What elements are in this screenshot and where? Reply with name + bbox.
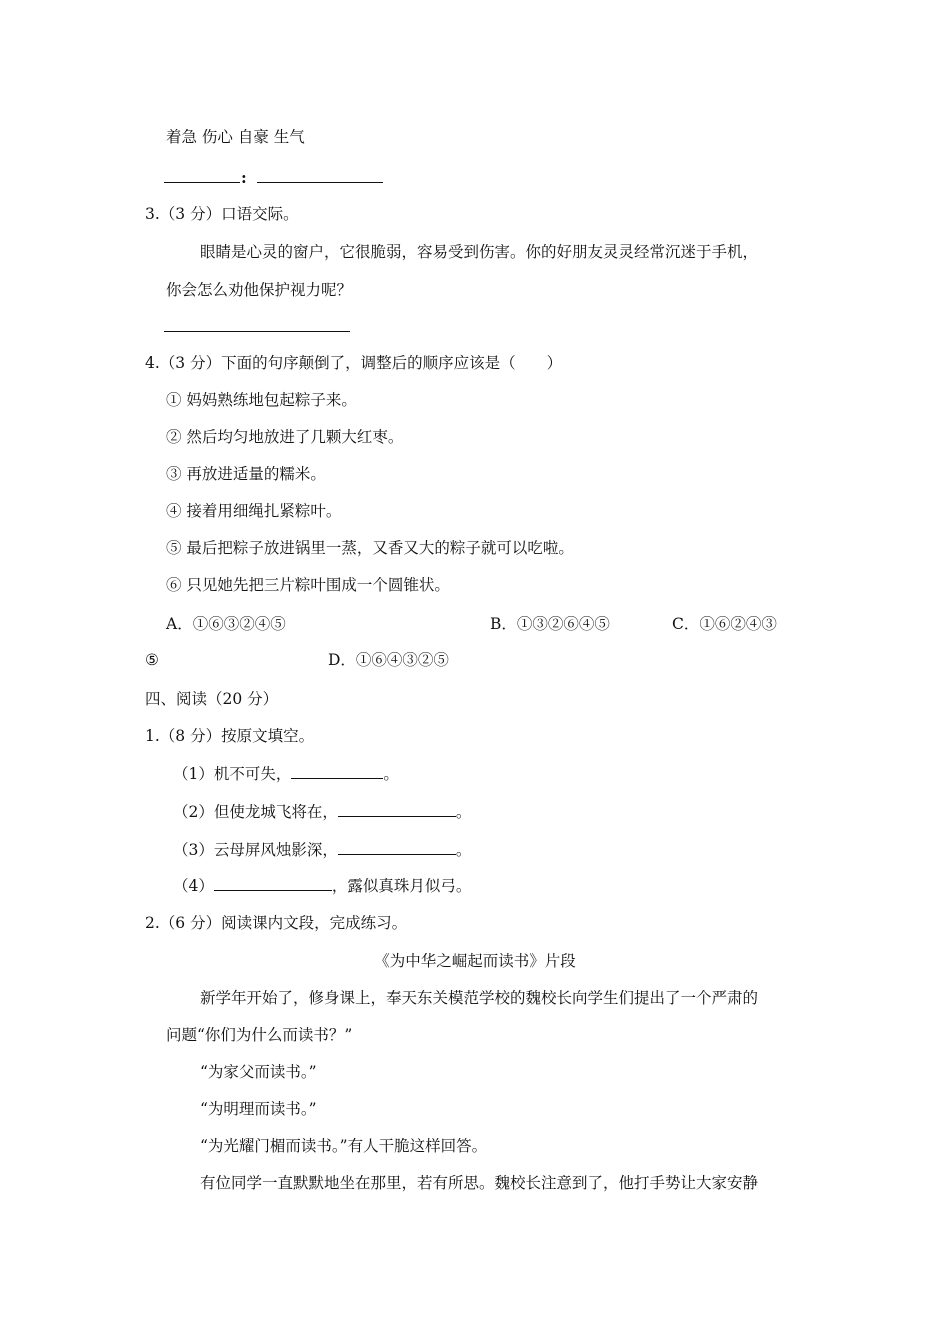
q4-sentence-3: ③ 再放进适量的糯米。	[166, 465, 326, 483]
q4-sentence-5: ⑤ 最后把粽子放进锅里一蒸，又香又大的粽子就可以吃啦。	[166, 539, 574, 557]
emotion-word-list: 着急 伤心 自豪 生气	[166, 128, 305, 146]
r1-item-3-blank[interactable]	[338, 840, 456, 855]
r1-item-4-prefix: （4）	[173, 877, 214, 895]
q4-option-b[interactable]: B．①③②⑥④⑤	[490, 615, 610, 633]
q4-sentence-4: ④ 接着用细绳扎紧粽叶。	[166, 502, 342, 520]
r1-item-3	[173, 840, 471, 860]
passage-para-1-line-2: 问题“你们为什么而读书？”	[166, 1026, 353, 1044]
passage-para-5: 有位同学一直默默地坐在那里，若有所思。魏校长注意到了，他打手势让大家安静	[200, 1174, 759, 1192]
r1-item-2	[173, 802, 471, 822]
r1-item-4-blank[interactable]	[214, 876, 332, 891]
r1-item-1-blank[interactable]	[291, 764, 383, 779]
q4-sentence-2: ② 然后均匀地放进了几颗大红枣。	[166, 428, 404, 446]
passage-para-1-line-1: 新学年开始了，修身课上，奉天东关模范学校的魏校长向学生们提出了一个严肃的	[200, 989, 759, 1007]
q3-title: 3.（3 分）口语交际。	[145, 205, 299, 223]
r1-item-1-prefix: （1）机不可失，	[173, 765, 292, 783]
q4-option-d[interactable]: D．①⑥④③②⑤	[328, 651, 449, 669]
q3-answer-line[interactable]	[164, 331, 350, 332]
q3-prompt-line-2: 你会怎么劝他保护视力呢？	[166, 281, 353, 299]
q4-option-c[interactable]: C．①⑥②④③	[672, 615, 777, 633]
r2-title: 2.（6 分）阅读课内文段，完成练习。	[145, 914, 408, 932]
q4-title: 4.（3 分）下面的句序颠倒了，调整后的顺序应该是（ ）	[145, 354, 563, 372]
passage-para-2: “为家父而读书。”	[200, 1063, 317, 1081]
q4-option-a[interactable]: A．①⑥③②④⑤	[166, 615, 286, 633]
r1-item-2-blank[interactable]	[338, 802, 456, 817]
passage-para-4: “为光耀门楣而读书。”有人干脆这样回答。	[200, 1137, 488, 1155]
passage-title: 《为中华之崛起而读书》片段	[374, 952, 576, 970]
answer-blank-1[interactable]	[164, 182, 240, 183]
r1-title: 1.（8 分）按原文填空。	[145, 727, 315, 745]
q4-sentence-6: ⑥ 只见她先把三片粽叶围成一个圆锥状。	[166, 576, 450, 594]
answer-colon: :	[241, 168, 247, 187]
q4-option-c-continued: ⑤	[145, 651, 159, 669]
r1-item-3-suffix: 。	[455, 841, 472, 859]
section-4-heading: 四、阅读（20 分）	[145, 690, 279, 708]
passage-para-3: “为明理而读书。”	[200, 1100, 317, 1118]
r1-item-1-suffix: 。	[383, 765, 399, 783]
r1-item-4-suffix: ，露似真珠月似弓。	[331, 877, 472, 895]
r1-item-2-suffix: 。	[455, 803, 472, 821]
q4-sentence-1: ① 妈妈熟练地包起粽子来。	[166, 391, 357, 409]
q3-prompt-line-1: 眼睛是心灵的窗户，它很脆弱，容易受到伤害。你的好朋友灵灵经常沉迷于手机，	[200, 243, 759, 261]
answer-blank-2[interactable]	[257, 182, 383, 183]
r1-item-2-prefix: （2）但使龙城飞将在，	[173, 803, 338, 821]
r1-item-3-prefix: （3）云母屏风烛影深，	[173, 841, 338, 859]
r1-item-4	[173, 876, 471, 896]
r1-item-1	[173, 764, 399, 784]
